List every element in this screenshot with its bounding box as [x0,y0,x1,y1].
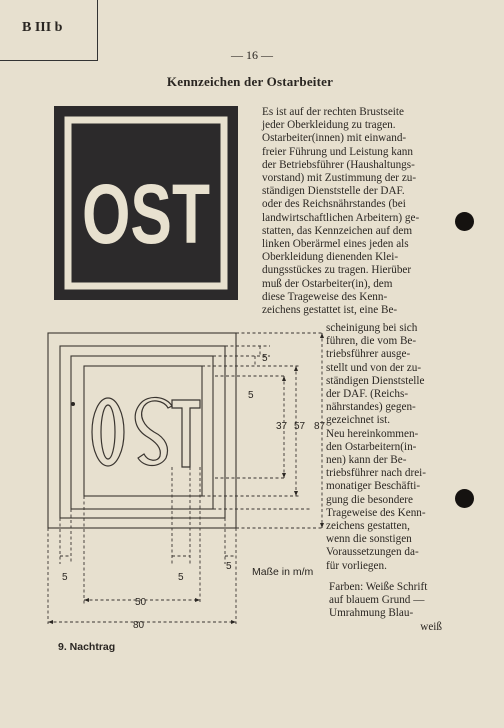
dim-vertical-37: 37 [276,421,288,432]
body-paragraph-2 [326,322,441,573]
punch-hole-top [455,212,474,231]
text-line: Trageweise des Kenn- [326,506,426,519]
text-line: monatiger Beschäfti- [326,480,421,493]
text-line: gung die besondere [326,493,413,506]
text-line: Neu hereinkommen- [326,427,419,440]
text-line: auf blauem Grund — [329,594,425,607]
text-line: triebsführer ausge- [326,348,411,361]
dim-horizontal-5a: 5 [62,572,68,583]
dim-horizontal-50: 50 [135,597,147,608]
page-number: — 16 — [231,48,273,62]
dim-vertical-57: 57 [294,421,306,432]
text-line: vorstand) mit Zustimmung der zu- [262,172,417,185]
text-line: linken Oberärmel eines jeden als [262,238,409,251]
text-line: führen, die vom Be- [326,335,417,348]
diagram-frame-2 [60,346,225,518]
text-line: landwirtschaftlichen Arbeitern) ge- [262,211,420,224]
text-line: ständigen Dienststelle [326,374,425,387]
colors-note [329,581,442,634]
dim-horizontal-5c: 5 [226,561,232,572]
text-line: wenn die sonstigen [326,533,412,546]
ost-badge-emblem [54,106,238,300]
text-line: gezeichnet ist. [326,414,390,427]
text-line: jeder Oberkleidung zu tragen. [262,119,396,132]
dim-horizontal-80: 80 [133,620,145,631]
text-line: statten, das Kennzeichen auf dem [262,224,413,237]
text-line: dungsstückes zu tragen. Hierüber [262,264,412,277]
text-line: muß der Ostarbeiter(in), dem [262,277,393,290]
text-line: Oberkleidung dienenden Klei- [262,251,399,264]
section-label: B III b [22,20,63,35]
diagram-frame-4 [84,366,202,496]
text-line: oder des Reichsnährstandes (bei [262,198,406,211]
text-line: der DAF. (Reichs- [326,388,409,401]
text-line: weiß [420,620,442,633]
text-line: nährstandes) gegen- [326,401,416,414]
text-line: triebsführer nach drei- [326,467,427,480]
text-line: ständigen Dienststelle der DAF. [262,185,405,198]
dim-vertical-87: 87 [314,421,326,432]
text-line: Umrahmung Blau- [329,607,414,620]
dim-horizontal-5b: 5 [178,572,184,583]
text-line: diese Trageweise des Kenn- [262,290,388,303]
text-line: Ostarbeiter(innen) mit einwand- [262,132,407,145]
text-line: für vorliegen. [326,559,387,572]
diagram-outline-letters [92,397,200,467]
dim-vertical-5b: 5 [248,390,254,401]
text-line: freier Führung und Leistung kann [262,145,413,158]
text-line: Es ist auf der rechten Brustseite [262,106,404,118]
text-line: den Ostarbeitern(in- [326,440,417,453]
supplement-label: 9. Nachtrag [58,641,116,653]
badge-letters: OST [82,167,210,261]
text-line: zeichens gestatten, [326,520,410,533]
text-line: der Betriebsführer (Haushaltungs- [262,158,415,171]
body-paragraph-1 [262,106,442,317]
text-line: scheinigung bei sich [326,322,418,334]
diagram-outer-frame [48,333,236,528]
text-line: stellt und von der zu- [326,361,422,374]
punch-hole-bottom [455,489,474,508]
badge-dimension-diagram [40,328,340,640]
dim-vertical-5a: 5 [262,353,268,364]
text-line: Farben: Weiße Schrift [329,581,428,593]
text-line: zeichens gestattet ist, eine Be- [262,304,398,317]
text-line: Voraussetzungen da- [326,546,419,559]
unit-note: Maße in m/m [252,566,314,578]
page-title: Kennzeichen der Ostarbeiter [166,74,334,89]
text-line: nen) kann der Be- [326,454,407,467]
